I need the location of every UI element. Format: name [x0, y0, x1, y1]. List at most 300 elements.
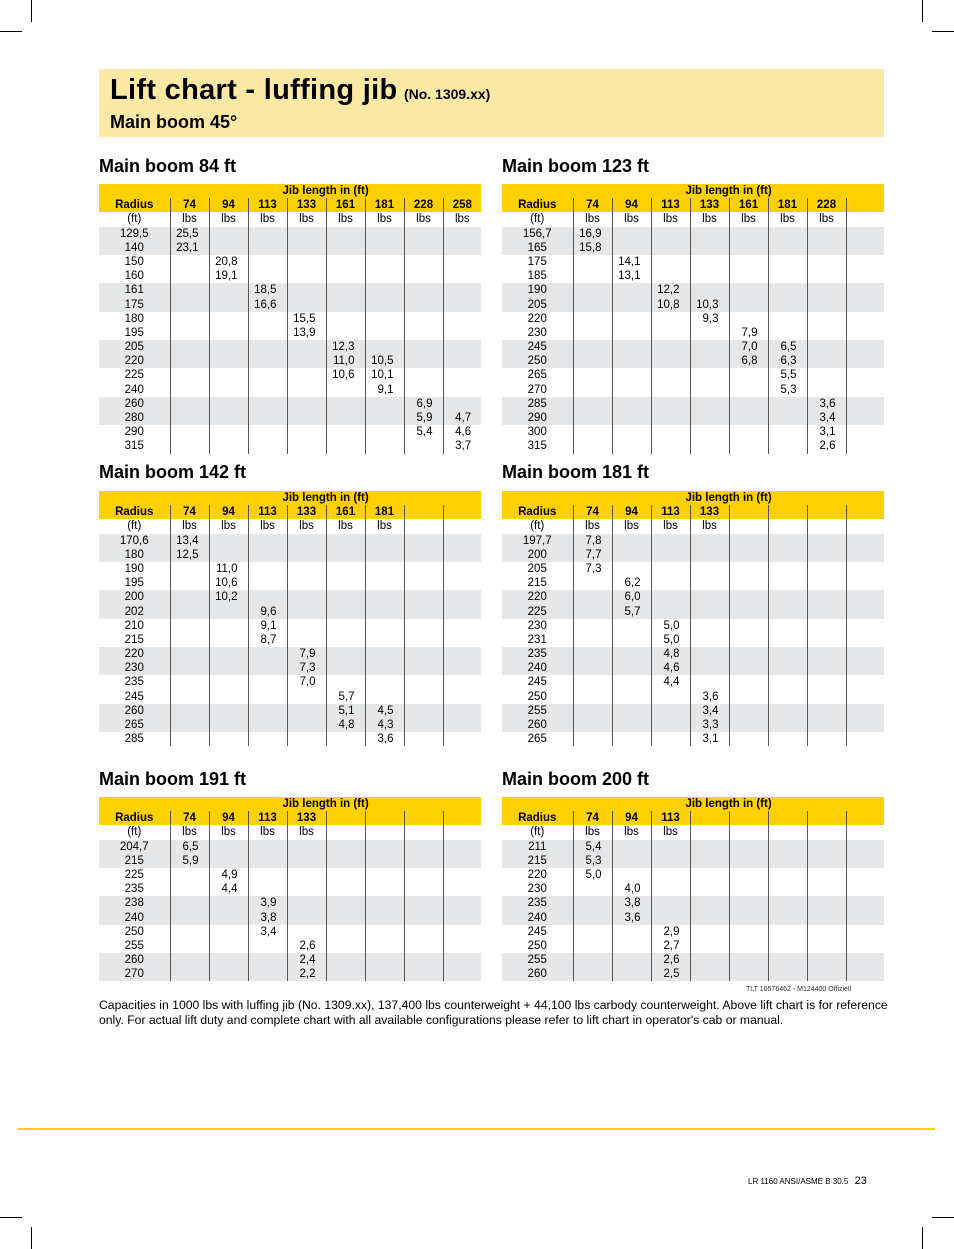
capacity-value [847, 255, 885, 269]
capacity-value [847, 732, 885, 746]
radius-cell [502, 340, 573, 368]
capacity-value [288, 241, 326, 255]
capacity-value: 7,9 [299, 648, 316, 661]
capacity-cell [170, 896, 209, 924]
capacity-value [652, 840, 690, 854]
capacity-cell [404, 868, 443, 896]
radius-cell [502, 562, 573, 590]
capacity-value [808, 840, 846, 854]
capacity-cell [573, 562, 612, 590]
capacity-cell [768, 255, 807, 283]
capacity-value [613, 298, 651, 312]
radius-value: 150 [124, 255, 144, 268]
capacity-value [405, 576, 443, 590]
radius-value: 197,7 [522, 534, 552, 547]
radius-cell [99, 340, 170, 368]
table-row [99, 732, 481, 746]
capacity-value [210, 368, 248, 382]
capacity-value [171, 439, 209, 453]
radius-header: Radius [502, 198, 573, 212]
radius-value: 195 [124, 326, 144, 339]
capacity-cell [404, 704, 443, 732]
capacity-value [288, 298, 326, 312]
capacity-value [366, 283, 404, 297]
capacity-cell [729, 368, 768, 396]
capacity-value [808, 967, 846, 981]
capacity-value [288, 868, 326, 882]
capacity-value [405, 882, 443, 896]
capacity-value [730, 298, 768, 312]
jib-length-header [404, 505, 443, 519]
capacity-value [171, 704, 209, 718]
capacity-cell [807, 732, 846, 746]
capacity-value [652, 548, 690, 562]
capacity-value [210, 704, 248, 718]
radius-cell [502, 283, 573, 311]
capacity-value [730, 605, 768, 619]
capacity-value [613, 633, 651, 647]
jib-length-header: 113 [651, 811, 690, 825]
jib-length-header: 133 [690, 198, 729, 212]
jib-length-header: 113 [248, 198, 287, 212]
radius-value: 230 [124, 662, 144, 675]
capacity-cell [365, 425, 404, 453]
capacity-value [769, 283, 807, 297]
capacity-cell [170, 590, 209, 618]
capacity-value: 4,3 [377, 719, 394, 732]
capacity-value [691, 439, 729, 453]
radius-cell [99, 425, 170, 453]
capacity-value [574, 340, 612, 354]
jib-length-header [729, 505, 768, 519]
capacity-cell [248, 397, 287, 425]
capacity-value [730, 368, 768, 382]
jib-length-header: 113 [651, 505, 690, 519]
capacity-value [652, 704, 690, 718]
capacity-value: 5,7 [338, 690, 355, 703]
capacity-cell [846, 283, 884, 311]
capacity-value [613, 534, 651, 548]
capacity-value [574, 939, 612, 953]
capacity-value [613, 368, 651, 382]
capacity-value [288, 255, 326, 269]
capacity-value [769, 312, 807, 326]
capacity-value [769, 425, 807, 439]
capacity-cell [729, 534, 768, 562]
value-unit: lbs [248, 212, 287, 226]
capacity-value: 5,9 [416, 412, 433, 425]
capacity-value: 2,2 [299, 968, 316, 981]
capacity-value: 3,7 [455, 440, 472, 453]
capacity-cell [651, 425, 690, 453]
capacity-value: 7,9 [741, 326, 758, 339]
value-unit: lbs [651, 825, 690, 839]
table-row [502, 732, 884, 746]
table-row [502, 227, 884, 255]
capacity-value [730, 868, 768, 882]
capacity-cell [768, 534, 807, 562]
capacity-value [691, 675, 729, 689]
radius-value: 245 [527, 676, 547, 689]
capacity-cell [326, 425, 365, 453]
jib-length-header: 94 [612, 198, 651, 212]
capacity-cell [651, 562, 690, 590]
capacity-value [444, 854, 482, 868]
capacity-cell [287, 675, 326, 703]
capacity-cell [209, 227, 248, 255]
capacity-value [327, 548, 365, 562]
capacity-value: 16,6 [254, 298, 277, 311]
capacity-value: 5,0 [663, 619, 680, 632]
capacity-cell [807, 312, 846, 340]
capacity-value: 5,1 [338, 704, 355, 717]
capacity-value [288, 269, 326, 283]
capacity-cell [690, 562, 729, 590]
capacity-value [288, 534, 326, 548]
radius-value: 231 [527, 633, 547, 646]
capacity-cell [443, 732, 481, 746]
capacity-cell [729, 283, 768, 311]
capacity-value [366, 939, 404, 953]
capacity-value [730, 953, 768, 967]
capacity-value [652, 326, 690, 340]
jib-header-row [502, 491, 884, 505]
capacity-cell [170, 925, 209, 953]
capacity-value: 18,5 [254, 284, 277, 297]
radius-value: 245 [124, 690, 144, 703]
capacity-value [652, 868, 690, 882]
value-unit: lbs [651, 519, 690, 533]
capacity-value [171, 368, 209, 382]
value-unit: lbs [807, 212, 846, 226]
capacity-cell [729, 425, 768, 453]
capacity-cell [768, 340, 807, 368]
value-unit: lbs [612, 212, 651, 226]
jib-length-header [846, 505, 884, 519]
capacity-cell [768, 840, 807, 868]
capacity-cell [326, 619, 365, 647]
capacity-value [327, 661, 365, 675]
capacity-cell [846, 534, 884, 562]
capacity-cell [443, 925, 481, 953]
capacity-value [210, 840, 248, 854]
capacity-value [574, 576, 612, 590]
capacity-value [444, 868, 482, 882]
capacity-cell [443, 534, 481, 562]
jib-length-header: 161 [729, 198, 768, 212]
jib-length-header: 133 [287, 505, 326, 519]
capacity-value [249, 939, 287, 953]
capacity-cell [729, 953, 768, 981]
capacity-value [405, 312, 443, 326]
capacity-cell [651, 647, 690, 675]
capacity-cell [690, 255, 729, 283]
capacity-cell [287, 925, 326, 953]
radius-value: 170,6 [119, 534, 149, 547]
capacity-cell [365, 283, 404, 311]
value-unit: lbs [729, 212, 768, 226]
capacity-value [249, 354, 287, 368]
capacity-value [288, 633, 326, 647]
capacity-value [691, 661, 729, 675]
capacity-value: 2,4 [299, 954, 316, 967]
capacity-cell [365, 619, 404, 647]
jib-length-header: 113 [248, 811, 287, 825]
capacity-value [847, 868, 885, 882]
capacity-value [249, 840, 287, 854]
capacity-value: 3,8 [260, 911, 277, 924]
capacity-value [327, 411, 365, 425]
capacity-cell [326, 704, 365, 732]
capacity-cell [612, 925, 651, 953]
capacity-value [769, 326, 807, 340]
radius-unit: (ft) [127, 826, 142, 839]
capacity-cell [807, 868, 846, 896]
footer-rule [18, 1128, 935, 1130]
capacity-value [444, 732, 482, 746]
capacity-value [574, 383, 612, 397]
capacity-value [405, 854, 443, 868]
capacity-value: 11,0 [332, 355, 355, 368]
capacity-value: 9,1 [260, 619, 277, 632]
capacity-value [808, 312, 846, 326]
capacity-cell [612, 868, 651, 896]
capacity-value [808, 383, 846, 397]
capacity-value [405, 562, 443, 576]
capacity-value: 25,5 [176, 227, 199, 240]
capacity-value [730, 882, 768, 896]
radius-value: 265 [527, 369, 547, 382]
capacity-cell [768, 732, 807, 746]
capacity-value: 10,2 [215, 591, 238, 604]
capacity-value [366, 911, 404, 925]
capacity-cell [651, 925, 690, 953]
capacity-value [652, 534, 690, 548]
capacity-value [613, 661, 651, 675]
table-row [502, 704, 884, 732]
capacity-value [405, 590, 443, 604]
capacity-value [769, 255, 807, 269]
capacity-value [405, 911, 443, 925]
crop-mark [31, 1227, 32, 1249]
capacity-value [691, 896, 729, 910]
capacity-value [808, 368, 846, 382]
value-unit: lbs [365, 212, 404, 226]
capacity-value [366, 326, 404, 340]
capacity-value [288, 704, 326, 718]
value-unit: lbs [573, 519, 612, 533]
capacity-value [405, 718, 443, 732]
capacity-value [171, 675, 209, 689]
capacity-value [288, 368, 326, 382]
capacity-value [249, 732, 287, 746]
capacity-value [574, 967, 612, 981]
capacity-value: 3,1 [819, 426, 836, 439]
capacity-value [613, 326, 651, 340]
value-unit: lbs [170, 825, 209, 839]
capacity-value [444, 354, 482, 368]
capacity-value [366, 576, 404, 590]
jib-length-header: 74 [170, 811, 209, 825]
capacity-value [808, 354, 846, 368]
capacity-cell [404, 368, 443, 396]
capacity-value [691, 227, 729, 241]
capacity-value [444, 633, 482, 647]
capacity-value [444, 896, 482, 910]
capacity-value [691, 383, 729, 397]
capacity-value [366, 619, 404, 633]
jib-length-header: 94 [209, 198, 248, 212]
capacity-value [210, 718, 248, 732]
table-row [99, 283, 481, 311]
capacity-value [327, 326, 365, 340]
capacity-cell [612, 840, 651, 868]
radius-value: 235 [527, 648, 547, 661]
capacity-cell [443, 368, 481, 396]
capacity-value [613, 425, 651, 439]
capacity-cell [404, 953, 443, 981]
capacity-value [730, 425, 768, 439]
capacity-value [574, 411, 612, 425]
units-row [502, 825, 884, 839]
crop-mark [922, 0, 923, 22]
capacity-cell [365, 896, 404, 924]
capacity-value [691, 939, 729, 953]
capacity-cell [326, 340, 365, 368]
column-header-row [502, 198, 884, 212]
capacity-value [171, 925, 209, 939]
radius-value: 245 [527, 341, 547, 354]
capacity-value [652, 354, 690, 368]
capacity-value [769, 619, 807, 633]
capacity-cell [846, 675, 884, 703]
capacity-cell [651, 340, 690, 368]
jib-length-header: 74 [573, 198, 612, 212]
capacity-value: 3,6 [702, 690, 719, 703]
capacity-value [652, 411, 690, 425]
capacity-cell [404, 675, 443, 703]
capacity-cell [287, 312, 326, 340]
capacity-cell [573, 590, 612, 618]
capacity-cell [612, 340, 651, 368]
radius-value: 215 [527, 854, 547, 867]
capacity-cell [768, 227, 807, 255]
capacity-value [730, 269, 768, 283]
radius-value: 129,5 [119, 227, 149, 240]
capacity-value: 2,6 [663, 954, 680, 967]
radius-value: 160 [124, 270, 144, 283]
capacity-cell [846, 340, 884, 368]
capacity-value [288, 576, 326, 590]
radius-cell [502, 397, 573, 425]
capacity-value [405, 939, 443, 953]
capacity-value [652, 605, 690, 619]
crop-mark [31, 0, 32, 22]
capacity-value [613, 619, 651, 633]
capacity-cell [365, 340, 404, 368]
capacity-value [288, 340, 326, 354]
radius-cell [502, 953, 573, 981]
capacity-value [327, 576, 365, 590]
capacity-value: 2,6 [299, 939, 316, 952]
capacity-value [249, 411, 287, 425]
capacity-cell [807, 704, 846, 732]
capacity-value [249, 368, 287, 382]
jib-length-header: 181 [768, 198, 807, 212]
capacity-value [691, 633, 729, 647]
capacity-value [613, 383, 651, 397]
capacity-value [691, 397, 729, 411]
capacity-value [730, 383, 768, 397]
radius-cell [99, 704, 170, 732]
radius-cell [502, 619, 573, 647]
empty-cell [729, 825, 768, 839]
value-unit: lbs [209, 519, 248, 533]
jib-header-row [99, 184, 481, 198]
capacity-value [652, 241, 690, 255]
capacity-value [210, 953, 248, 967]
capacity-value [808, 882, 846, 896]
capacity-cell [573, 340, 612, 368]
capacity-cell [170, 704, 209, 732]
capacity-value [249, 340, 287, 354]
capacity-value [444, 562, 482, 576]
capacity-value [652, 718, 690, 732]
capacity-value [444, 534, 482, 548]
capacity-value [769, 953, 807, 967]
radius-value: 230 [527, 326, 547, 339]
capacity-value [327, 534, 365, 548]
capacity-value [613, 312, 651, 326]
capacity-cell [573, 312, 612, 340]
capacity-cell [573, 953, 612, 981]
value-unit: lbs [170, 519, 209, 533]
capacity-cell [807, 619, 846, 647]
capacity-cell [248, 732, 287, 746]
capacity-value [327, 732, 365, 746]
table-row [502, 647, 884, 675]
capacity-value [769, 732, 807, 746]
capacity-value [171, 562, 209, 576]
table-row [99, 368, 481, 396]
capacity-value [405, 340, 443, 354]
capacity-value [769, 854, 807, 868]
radius-value: 161 [124, 284, 144, 297]
capacity-value [366, 397, 404, 411]
empty-cell [404, 825, 443, 839]
capacity-value [327, 925, 365, 939]
capacity-value [730, 619, 768, 633]
capacity-value [769, 411, 807, 425]
radius-cell [99, 562, 170, 590]
table-row [502, 283, 884, 311]
value-unit: lbs [170, 212, 209, 226]
capacity-value [691, 562, 729, 576]
capacity-cell [612, 255, 651, 283]
section-title: Main boom 123 ft [502, 156, 650, 176]
capacity-cell [326, 283, 365, 311]
radius-cell [99, 647, 170, 675]
capacity-cell [326, 647, 365, 675]
empty-cell [846, 212, 884, 226]
capacity-value [405, 326, 443, 340]
capacity-value [171, 312, 209, 326]
jib-header-row [99, 797, 481, 811]
radius-value: 245 [527, 925, 547, 938]
capacity-cell [651, 312, 690, 340]
capacity-cell [690, 840, 729, 868]
value-unit: lbs [768, 212, 807, 226]
